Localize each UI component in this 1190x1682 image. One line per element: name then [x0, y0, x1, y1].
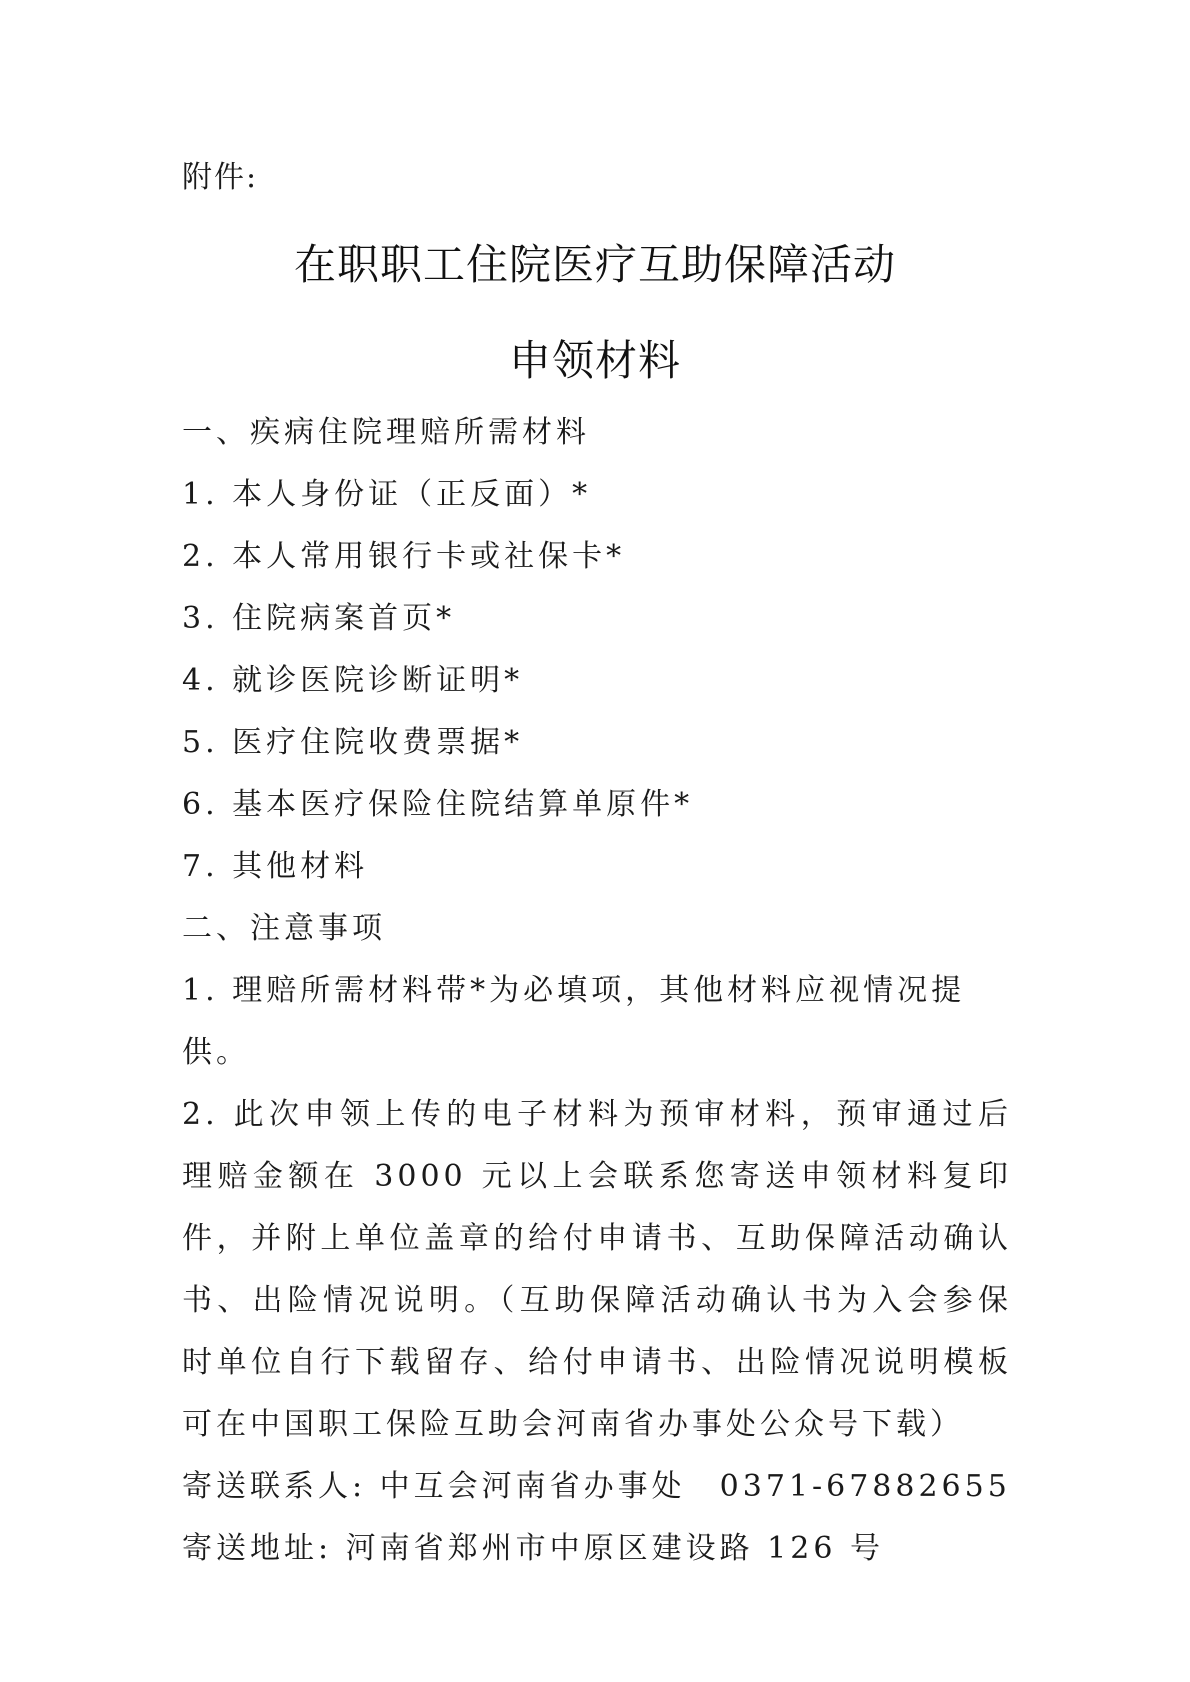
material-item-4: 4. 就诊医院诊断证明*	[182, 663, 524, 698]
material-item-6: 6. 基本医疗保险住院结算单原件*	[182, 787, 694, 822]
material-item-5: 5. 医疗住院收费票据*	[182, 725, 524, 760]
material-item-1: 1. 本人身份证（正反面）*	[182, 477, 592, 512]
note-1: 1. 理赔所需材料带*为必填项，其他材料应视情况提供。	[182, 973, 966, 1070]
address-line: 寄送地址: 河南省郑州市中原区建设路 126 号	[182, 1531, 884, 1566]
document-body	[182, 402, 1012, 1580]
material-item-3: 3. 住院病案首页*	[182, 601, 456, 636]
section1-heading: 一、疾病住院理赔所需材料	[182, 415, 590, 450]
attachment-label: 附件:	[182, 160, 259, 195]
note-2: 2. 此次申领上传的电子材料为预审材料，预审通过后理赔金额在 3000 元以上会联系您寄送申领材料复印件，并附上单位盖章的给付申请书、互助保障活动确认书、出险情况说明。（互助保障活动确认书为入会参保时单位自行下载留存、给付申请书、出险情况说明模板可在中国职工保险互助会河南省办事处公众号下载）	[182, 1097, 1012, 1442]
material-item-2: 2. 本人常用银行卡或社保卡*	[182, 539, 626, 574]
contact-line: 寄送联系人: 中互会河南省办事处 0371-67882655	[182, 1469, 1011, 1504]
document-title-line1: 在职职工住院医疗互助保障活动	[293, 240, 896, 289]
document-title-line2: 申领材料	[508, 336, 681, 385]
material-item-7: 7. 其他材料	[182, 849, 369, 884]
section2-heading: 二、注意事项	[182, 911, 386, 946]
